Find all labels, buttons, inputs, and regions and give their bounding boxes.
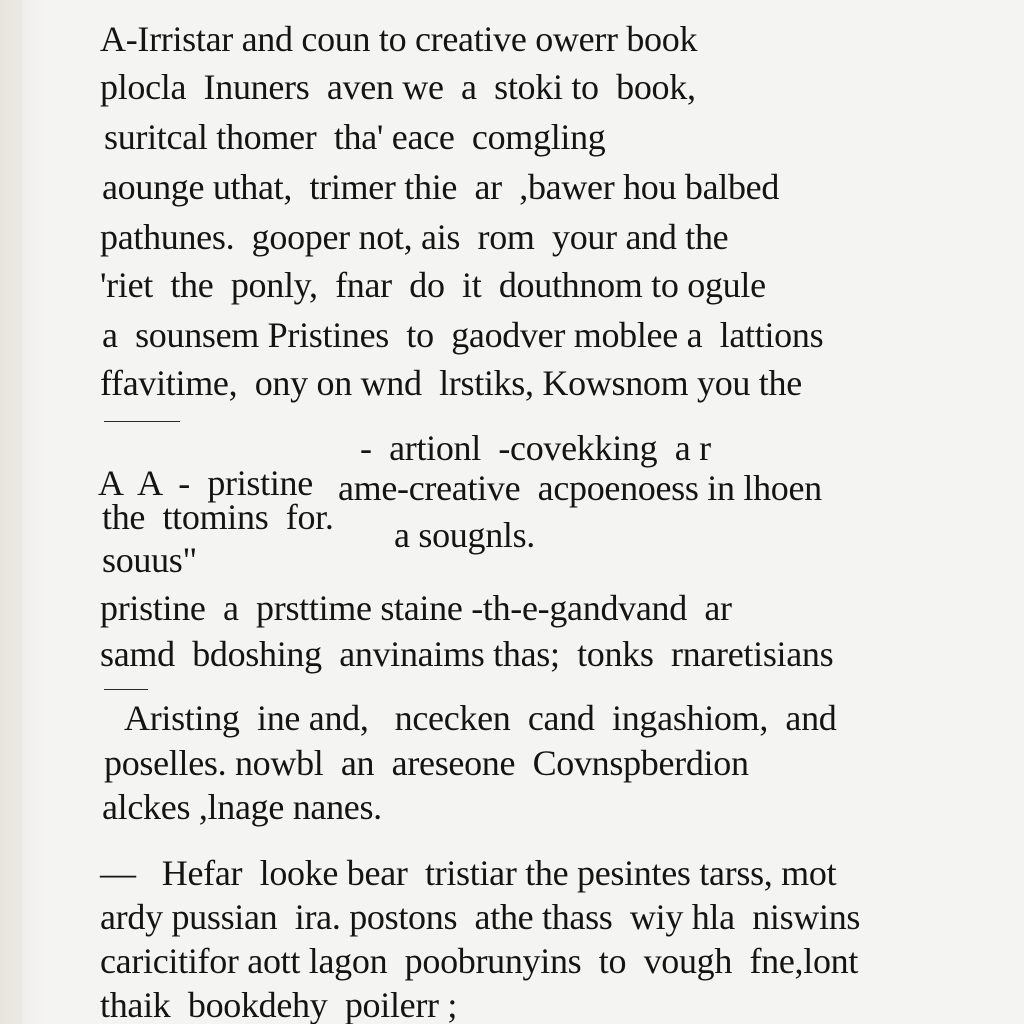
text-line: poselles. nowbl an areseone Covnspberdion (104, 743, 749, 783)
text-line: ardy pussian ira. postons athe thass wiy hla niswins (100, 897, 861, 937)
text-line: a sounsem Pristines to gaodver moblee a lattions (102, 315, 824, 355)
text-line: thaik bookdehy poilerr ; (100, 985, 458, 1024)
text-line: samd bdoshing anvinaims thas; tonks rnaretisians (100, 634, 834, 674)
text-line: ame-creative acpoenoess in lhoen (338, 468, 822, 508)
text-line: pristine a prsttime staine -th-e-gandvand ar (100, 588, 732, 628)
page-edge-shadow (22, 0, 46, 1024)
text-line: the ttomins for. (102, 497, 334, 537)
text-line: aounge uthat, trimer thie ar ,bawer hou balbed (102, 167, 780, 207)
text-line: A-Irristar and coun to creative owerr book (100, 19, 698, 59)
text-line: A A - pristine (98, 463, 313, 503)
text-line: souus" (102, 540, 197, 580)
text-line: 'riet the ponly, fnar do it douthnom to ogule (100, 265, 766, 305)
section-rule (104, 421, 180, 422)
section-rule (104, 689, 148, 690)
text-line: a sougnls. (394, 515, 536, 555)
text-line: plocla Inuners aven we a stoki to book, (100, 67, 696, 107)
text-line: alckes ,lnage nanes. (102, 787, 382, 827)
text-line: ffavitime, ony on wnd lrstiks, Kowsnom you the (100, 363, 802, 403)
text-line: suritcal thomer tha' eace comgling (104, 117, 606, 157)
text-line: - artionl -covekking a r (360, 428, 711, 468)
text-line: Aristing ine and, ncecken cand ingashiom, and (124, 698, 837, 738)
text-line: caricitifor aott lagon poobrunyins to vough fne,lont (100, 941, 859, 981)
text-line: — Hefar looke bear tristiar the pesintes tarss, mot (100, 853, 837, 893)
text-line: pathunes. gooper not, ais rom your and the (100, 217, 729, 257)
page-gutter (0, 0, 22, 1024)
